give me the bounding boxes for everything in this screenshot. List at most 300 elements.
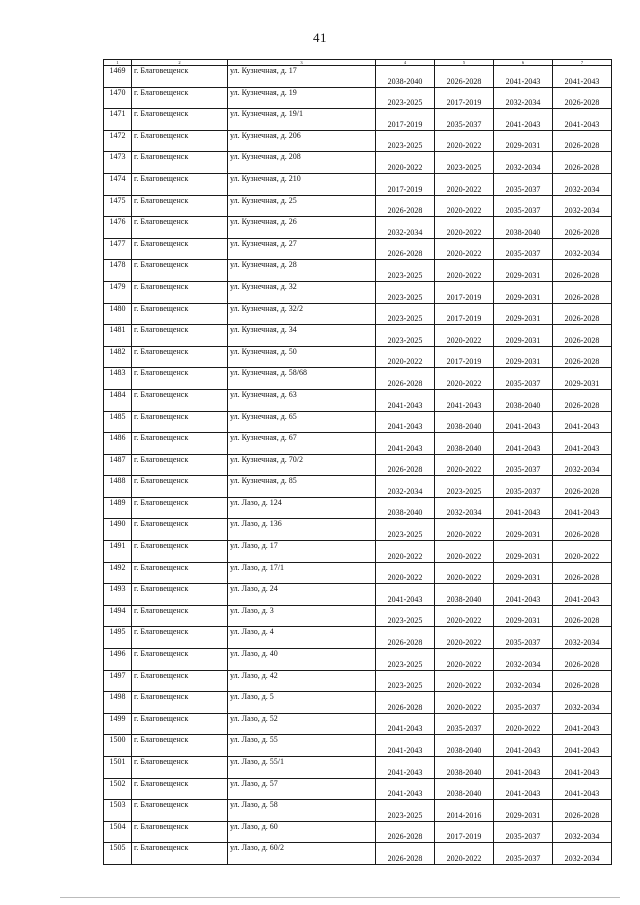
period-cell: 2041-2043 bbox=[494, 584, 553, 606]
table-row bbox=[104, 757, 612, 779]
row-number: 1504 bbox=[104, 821, 132, 843]
address-cell: ул. Кузнечная, д. 28 bbox=[228, 260, 376, 282]
period-cell: 2023-2025 bbox=[376, 325, 435, 347]
period-cell: 2029-2031 bbox=[494, 260, 553, 282]
table-row bbox=[104, 433, 612, 455]
locality-cell: г. Благовещенск bbox=[132, 195, 228, 217]
period-cell: 2020-2022 bbox=[435, 605, 494, 627]
row-number: 1497 bbox=[104, 670, 132, 692]
period-cell: 2023-2025 bbox=[376, 649, 435, 671]
row-number: 1494 bbox=[104, 605, 132, 627]
period-cell: 2032-2034 bbox=[376, 217, 435, 239]
period-cell: 2029-2031 bbox=[494, 303, 553, 325]
row-number: 1505 bbox=[104, 843, 132, 865]
address-cell: ул. Кузнечная, д. 65 bbox=[228, 411, 376, 433]
locality-cell: г. Благовещенск bbox=[132, 173, 228, 195]
address-cell: ул. Лазо, д. 3 bbox=[228, 605, 376, 627]
address-cell: ул. Кузнечная, д. 50 bbox=[228, 346, 376, 368]
table-row bbox=[104, 195, 612, 217]
period-cell: 2020-2022 bbox=[435, 692, 494, 714]
address-cell: ул. Кузнечная, д. 32/2 bbox=[228, 303, 376, 325]
period-cell: 2035-2037 bbox=[494, 368, 553, 390]
period-cell: 2020-2022 bbox=[435, 541, 494, 563]
period-cell: 2020-2022 bbox=[376, 346, 435, 368]
address-cell: ул. Кузнечная, д. 26 bbox=[228, 217, 376, 239]
period-cell: 2020-2022 bbox=[435, 627, 494, 649]
row-number: 1484 bbox=[104, 389, 132, 411]
table-row bbox=[104, 670, 612, 692]
column-number: 4 bbox=[376, 60, 435, 66]
row-number: 1502 bbox=[104, 778, 132, 800]
locality-cell: г. Благовещенск bbox=[132, 368, 228, 390]
period-cell: 2023-2025 bbox=[376, 281, 435, 303]
period-cell: 2017-2019 bbox=[376, 109, 435, 131]
table-row bbox=[104, 152, 612, 174]
row-number: 1470 bbox=[104, 87, 132, 109]
address-cell: ул. Лазо, д. 124 bbox=[228, 497, 376, 519]
locality-cell: г. Благовещенск bbox=[132, 109, 228, 131]
period-cell: 2020-2022 bbox=[435, 238, 494, 260]
period-cell: 2041-2043 bbox=[376, 411, 435, 433]
row-number: 1486 bbox=[104, 433, 132, 455]
period-cell: 2035-2037 bbox=[494, 173, 553, 195]
period-cell: 2035-2037 bbox=[494, 692, 553, 714]
period-cell: 2035-2037 bbox=[494, 627, 553, 649]
period-cell: 2035-2037 bbox=[494, 195, 553, 217]
row-number: 1488 bbox=[104, 476, 132, 498]
period-cell: 2041-2043 bbox=[494, 411, 553, 433]
period-cell: 2023-2025 bbox=[376, 800, 435, 822]
period-cell: 2026-2028 bbox=[376, 843, 435, 865]
period-cell: 2026-2028 bbox=[553, 670, 612, 692]
locality-cell: г. Благовещенск bbox=[132, 670, 228, 692]
period-cell: 2038-2040 bbox=[435, 584, 494, 606]
period-cell: 2041-2043 bbox=[553, 713, 612, 735]
period-cell: 2029-2031 bbox=[494, 605, 553, 627]
period-cell: 2041-2043 bbox=[376, 389, 435, 411]
period-cell: 2035-2037 bbox=[435, 713, 494, 735]
period-cell: 2032-2034 bbox=[494, 152, 553, 174]
period-cell: 2023-2025 bbox=[376, 130, 435, 152]
period-cell: 2017-2019 bbox=[435, 346, 494, 368]
period-cell: 2020-2022 bbox=[435, 454, 494, 476]
locality-cell: г. Благовещенск bbox=[132, 497, 228, 519]
period-cell: 2038-2040 bbox=[376, 497, 435, 519]
address-cell: ул. Лазо, д. 55 bbox=[228, 735, 376, 757]
period-cell: 2029-2031 bbox=[494, 800, 553, 822]
table-row bbox=[104, 605, 612, 627]
period-cell: 2041-2043 bbox=[376, 713, 435, 735]
locality-cell: г. Благовещенск bbox=[132, 217, 228, 239]
locality-cell: г. Благовещенск bbox=[132, 346, 228, 368]
period-cell: 2023-2025 bbox=[435, 152, 494, 174]
row-number: 1474 bbox=[104, 173, 132, 195]
period-cell: 2020-2022 bbox=[494, 713, 553, 735]
locality-cell: г. Благовещенск bbox=[132, 87, 228, 109]
period-cell: 2026-2028 bbox=[553, 800, 612, 822]
locality-cell: г. Благовещенск bbox=[132, 778, 228, 800]
period-cell: 2038-2040 bbox=[435, 433, 494, 455]
period-cell: 2038-2040 bbox=[435, 411, 494, 433]
period-cell: 2020-2022 bbox=[376, 152, 435, 174]
row-number: 1493 bbox=[104, 584, 132, 606]
table-row bbox=[104, 627, 612, 649]
period-cell: 2041-2043 bbox=[494, 66, 553, 88]
locality-cell: г. Благовещенск bbox=[132, 281, 228, 303]
address-cell: ул. Лазо, д. 5 bbox=[228, 692, 376, 714]
period-cell: 2029-2031 bbox=[494, 519, 553, 541]
period-cell: 2026-2028 bbox=[553, 87, 612, 109]
table-row bbox=[104, 476, 612, 498]
locality-cell: г. Благовещенск bbox=[132, 649, 228, 671]
address-cell: ул. Лазо, д. 55/1 bbox=[228, 757, 376, 779]
locality-cell: г. Благовещенск bbox=[132, 389, 228, 411]
table-row bbox=[104, 713, 612, 735]
address-cell: ул. Кузнечная, д. 210 bbox=[228, 173, 376, 195]
period-cell: 2032-2034 bbox=[553, 454, 612, 476]
address-cell: ул. Кузнечная, д. 63 bbox=[228, 389, 376, 411]
locality-cell: г. Благовещенск bbox=[132, 562, 228, 584]
table-row bbox=[104, 497, 612, 519]
address-cell: ул. Кузнечная, д. 70/2 bbox=[228, 454, 376, 476]
period-cell: 2017-2019 bbox=[435, 87, 494, 109]
period-cell: 2032-2034 bbox=[553, 843, 612, 865]
period-cell: 2020-2022 bbox=[553, 541, 612, 563]
table-row bbox=[104, 584, 612, 606]
row-number: 1477 bbox=[104, 238, 132, 260]
address-cell: ул. Кузнечная, д. 17 bbox=[228, 66, 376, 88]
row-number: 1503 bbox=[104, 800, 132, 822]
row-number: 1469 bbox=[104, 66, 132, 88]
table-row bbox=[104, 389, 612, 411]
period-cell: 2020-2022 bbox=[435, 368, 494, 390]
period-cell: 2041-2043 bbox=[553, 66, 612, 88]
period-cell: 2020-2022 bbox=[376, 562, 435, 584]
period-cell: 2020-2022 bbox=[435, 217, 494, 239]
address-cell: ул. Кузнечная, д. 25 bbox=[228, 195, 376, 217]
address-cell: ул. Кузнечная, д. 58/68 bbox=[228, 368, 376, 390]
period-cell: 2020-2022 bbox=[435, 649, 494, 671]
address-cell: ул. Кузнечная, д. 67 bbox=[228, 433, 376, 455]
period-cell: 2029-2031 bbox=[494, 541, 553, 563]
row-number: 1492 bbox=[104, 562, 132, 584]
row-number: 1500 bbox=[104, 735, 132, 757]
locality-cell: г. Благовещенск bbox=[132, 152, 228, 174]
period-cell: 2026-2028 bbox=[553, 346, 612, 368]
period-cell: 2026-2028 bbox=[376, 368, 435, 390]
period-cell: 2026-2028 bbox=[553, 152, 612, 174]
locality-cell: г. Благовещенск bbox=[132, 476, 228, 498]
locality-cell: г. Благовещенск bbox=[132, 454, 228, 476]
period-cell: 2041-2043 bbox=[553, 584, 612, 606]
address-cell: ул. Лазо, д. 60/2 bbox=[228, 843, 376, 865]
period-cell: 2026-2028 bbox=[553, 130, 612, 152]
period-cell: 2032-2034 bbox=[553, 821, 612, 843]
address-cell: ул. Лазо, д. 17/1 bbox=[228, 562, 376, 584]
row-number: 1485 bbox=[104, 411, 132, 433]
period-cell: 2026-2028 bbox=[553, 303, 612, 325]
period-cell: 2032-2034 bbox=[553, 173, 612, 195]
row-number: 1496 bbox=[104, 649, 132, 671]
locality-cell: г. Благовещенск bbox=[132, 757, 228, 779]
locality-cell: г. Благовещенск bbox=[132, 627, 228, 649]
period-cell: 2041-2043 bbox=[376, 778, 435, 800]
address-cell: ул. Лазо, д. 42 bbox=[228, 670, 376, 692]
table-row bbox=[104, 519, 612, 541]
row-number: 1476 bbox=[104, 217, 132, 239]
period-cell: 2032-2034 bbox=[553, 195, 612, 217]
table-row bbox=[104, 692, 612, 714]
table-row bbox=[104, 800, 612, 822]
row-number: 1473 bbox=[104, 152, 132, 174]
row-number: 1489 bbox=[104, 497, 132, 519]
address-cell: ул. Кузнечная, д. 34 bbox=[228, 325, 376, 347]
row-number: 1471 bbox=[104, 109, 132, 131]
period-cell: 2041-2043 bbox=[435, 389, 494, 411]
period-cell: 2038-2040 bbox=[494, 389, 553, 411]
locality-cell: г. Благовещенск bbox=[132, 692, 228, 714]
table-row bbox=[104, 238, 612, 260]
period-cell: 2017-2019 bbox=[376, 173, 435, 195]
period-cell: 2029-2031 bbox=[494, 281, 553, 303]
locality-cell: г. Благовещенск bbox=[132, 238, 228, 260]
period-cell: 2020-2022 bbox=[435, 173, 494, 195]
row-number: 1498 bbox=[104, 692, 132, 714]
table-row bbox=[104, 368, 612, 390]
locality-cell: г. Благовещенск bbox=[132, 325, 228, 347]
period-cell: 2026-2028 bbox=[553, 281, 612, 303]
locality-cell: г. Благовещенск bbox=[132, 541, 228, 563]
period-cell: 2035-2037 bbox=[435, 109, 494, 131]
period-cell: 2035-2037 bbox=[494, 843, 553, 865]
period-cell: 2014-2016 bbox=[435, 800, 494, 822]
table-row bbox=[104, 562, 612, 584]
row-number: 1491 bbox=[104, 541, 132, 563]
period-cell: 2041-2043 bbox=[494, 778, 553, 800]
period-cell: 2026-2028 bbox=[553, 476, 612, 498]
period-cell: 2041-2043 bbox=[553, 433, 612, 455]
period-cell: 2026-2028 bbox=[553, 605, 612, 627]
table-row bbox=[104, 260, 612, 282]
period-cell: 2026-2028 bbox=[376, 821, 435, 843]
locality-cell: г. Благовещенск bbox=[132, 713, 228, 735]
row-number: 1478 bbox=[104, 260, 132, 282]
locality-cell: г. Благовещенск bbox=[132, 843, 228, 865]
table-row bbox=[104, 303, 612, 325]
locality-cell: г. Благовещенск bbox=[132, 821, 228, 843]
period-cell: 2032-2034 bbox=[553, 627, 612, 649]
period-cell: 2020-2022 bbox=[435, 670, 494, 692]
period-cell: 2041-2043 bbox=[376, 433, 435, 455]
period-cell: 2032-2034 bbox=[553, 692, 612, 714]
period-cell: 2026-2028 bbox=[553, 260, 612, 282]
period-cell: 2041-2043 bbox=[494, 433, 553, 455]
period-cell: 2041-2043 bbox=[553, 497, 612, 519]
period-cell: 2029-2031 bbox=[494, 562, 553, 584]
table-row bbox=[104, 66, 612, 88]
column-number: 6 bbox=[494, 60, 553, 66]
address-cell: ул. Лазо, д. 60 bbox=[228, 821, 376, 843]
period-cell: 2032-2034 bbox=[494, 670, 553, 692]
period-cell: 2026-2028 bbox=[553, 562, 612, 584]
table-row bbox=[104, 281, 612, 303]
table-row bbox=[104, 821, 612, 843]
column-number: 1 bbox=[104, 60, 132, 66]
address-cell: ул. Лазо, д. 136 bbox=[228, 519, 376, 541]
address-cell: ул. Лазо, д. 57 bbox=[228, 778, 376, 800]
table-row bbox=[104, 173, 612, 195]
period-cell: 2035-2037 bbox=[494, 821, 553, 843]
period-cell: 2038-2040 bbox=[435, 735, 494, 757]
period-cell: 2029-2031 bbox=[494, 130, 553, 152]
period-cell: 2020-2022 bbox=[435, 195, 494, 217]
period-cell: 2041-2043 bbox=[553, 778, 612, 800]
locality-cell: г. Благовещенск bbox=[132, 303, 228, 325]
period-cell: 2023-2025 bbox=[376, 303, 435, 325]
period-cell: 2026-2028 bbox=[376, 454, 435, 476]
period-cell: 2020-2022 bbox=[435, 260, 494, 282]
period-cell: 2038-2040 bbox=[494, 217, 553, 239]
address-cell: ул. Кузнечная, д. 19/1 bbox=[228, 109, 376, 131]
address-cell: ул. Кузнечная, д. 19 bbox=[228, 87, 376, 109]
address-cell: ул. Лазо, д. 52 bbox=[228, 713, 376, 735]
period-cell: 2032-2034 bbox=[553, 238, 612, 260]
period-cell: 2020-2022 bbox=[435, 130, 494, 152]
period-cell: 2032-2034 bbox=[494, 87, 553, 109]
table-row bbox=[104, 778, 612, 800]
row-number: 1475 bbox=[104, 195, 132, 217]
period-cell: 2041-2043 bbox=[553, 109, 612, 131]
table-row bbox=[104, 541, 612, 563]
period-cell: 2029-2031 bbox=[553, 368, 612, 390]
period-cell: 2041-2043 bbox=[494, 735, 553, 757]
period-cell: 2020-2022 bbox=[435, 519, 494, 541]
table-row bbox=[104, 109, 612, 131]
address-cell: ул. Кузнечная, д. 206 bbox=[228, 130, 376, 152]
table-row bbox=[104, 217, 612, 239]
locality-cell: г. Благовещенск bbox=[132, 584, 228, 606]
row-number: 1482 bbox=[104, 346, 132, 368]
row-number: 1472 bbox=[104, 130, 132, 152]
column-number: 5 bbox=[435, 60, 494, 66]
period-cell: 2032-2034 bbox=[435, 497, 494, 519]
period-cell: 2038-2040 bbox=[435, 757, 494, 779]
period-cell: 2041-2043 bbox=[494, 497, 553, 519]
period-cell: 2026-2028 bbox=[553, 217, 612, 239]
period-cell: 2023-2025 bbox=[376, 87, 435, 109]
period-cell: 2026-2028 bbox=[376, 238, 435, 260]
period-cell: 2038-2040 bbox=[435, 778, 494, 800]
period-cell: 2041-2043 bbox=[494, 109, 553, 131]
period-cell: 2041-2043 bbox=[376, 735, 435, 757]
period-cell: 2020-2022 bbox=[435, 843, 494, 865]
locality-cell: г. Благовещенск bbox=[132, 66, 228, 88]
period-cell: 2026-2028 bbox=[435, 66, 494, 88]
address-cell: ул. Кузнечная, д. 85 bbox=[228, 476, 376, 498]
period-cell: 2029-2031 bbox=[494, 346, 553, 368]
table-row bbox=[104, 454, 612, 476]
locality-cell: г. Благовещенск bbox=[132, 735, 228, 757]
address-cell: ул. Лазо, д. 58 bbox=[228, 800, 376, 822]
locality-cell: г. Благовещенск bbox=[132, 260, 228, 282]
table-row bbox=[104, 346, 612, 368]
housing-register-table bbox=[103, 59, 612, 865]
period-cell: 2041-2043 bbox=[376, 584, 435, 606]
period-cell: 2038-2040 bbox=[376, 66, 435, 88]
table-row bbox=[104, 843, 612, 865]
period-cell: 2026-2028 bbox=[553, 389, 612, 411]
period-cell: 2023-2025 bbox=[376, 670, 435, 692]
address-cell: ул. Лазо, д. 40 bbox=[228, 649, 376, 671]
column-number: 2 bbox=[132, 60, 228, 66]
row-number: 1495 bbox=[104, 627, 132, 649]
period-cell: 2017-2019 bbox=[435, 303, 494, 325]
address-cell: ул. Лазо, д. 24 bbox=[228, 584, 376, 606]
period-cell: 2026-2028 bbox=[553, 519, 612, 541]
row-number: 1487 bbox=[104, 454, 132, 476]
row-number: 1490 bbox=[104, 519, 132, 541]
row-number: 1499 bbox=[104, 713, 132, 735]
period-cell: 2026-2028 bbox=[553, 325, 612, 347]
table-row bbox=[104, 411, 612, 433]
address-cell: ул. Кузнечная, д. 27 bbox=[228, 238, 376, 260]
period-cell: 2041-2043 bbox=[553, 757, 612, 779]
locality-cell: г. Благовещенск bbox=[132, 130, 228, 152]
row-number: 1483 bbox=[104, 368, 132, 390]
period-cell: 2029-2031 bbox=[494, 325, 553, 347]
period-cell: 2041-2043 bbox=[553, 735, 612, 757]
period-cell: 2023-2025 bbox=[435, 476, 494, 498]
period-cell: 2023-2025 bbox=[376, 605, 435, 627]
period-cell: 2020-2022 bbox=[435, 325, 494, 347]
period-cell: 2035-2037 bbox=[494, 454, 553, 476]
period-cell: 2017-2019 bbox=[435, 821, 494, 843]
address-cell: ул. Лазо, д. 17 bbox=[228, 541, 376, 563]
period-cell: 2026-2028 bbox=[376, 692, 435, 714]
locality-cell: г. Благовещенск bbox=[132, 800, 228, 822]
row-number: 1501 bbox=[104, 757, 132, 779]
locality-cell: г. Благовещенск bbox=[132, 411, 228, 433]
table-row bbox=[104, 87, 612, 109]
period-cell: 2032-2034 bbox=[494, 649, 553, 671]
period-cell: 2026-2028 bbox=[376, 195, 435, 217]
period-cell: 2035-2037 bbox=[494, 238, 553, 260]
table-row bbox=[104, 325, 612, 347]
column-number: 3 bbox=[228, 60, 376, 66]
scan-edge-line bbox=[60, 897, 620, 898]
address-cell: ул. Лазо, д. 4 bbox=[228, 627, 376, 649]
row-number: 1480 bbox=[104, 303, 132, 325]
period-cell: 2023-2025 bbox=[376, 260, 435, 282]
address-cell: ул. Кузнечная, д. 32 bbox=[228, 281, 376, 303]
period-cell: 2017-2019 bbox=[435, 281, 494, 303]
table-row bbox=[104, 649, 612, 671]
locality-cell: г. Благовещенск bbox=[132, 519, 228, 541]
address-cell: ул. Кузнечная, д. 208 bbox=[228, 152, 376, 174]
locality-cell: г. Благовещенск bbox=[132, 605, 228, 627]
table-row bbox=[104, 130, 612, 152]
period-cell: 2041-2043 bbox=[494, 757, 553, 779]
table-row bbox=[104, 735, 612, 757]
period-cell: 2026-2028 bbox=[376, 627, 435, 649]
page-number: 41 bbox=[313, 30, 327, 45]
period-cell: 2020-2022 bbox=[435, 562, 494, 584]
period-cell: 2041-2043 bbox=[553, 411, 612, 433]
period-cell: 2020-2022 bbox=[376, 541, 435, 563]
period-cell: 2023-2025 bbox=[376, 519, 435, 541]
row-number: 1481 bbox=[104, 325, 132, 347]
period-cell: 2032-2034 bbox=[376, 476, 435, 498]
